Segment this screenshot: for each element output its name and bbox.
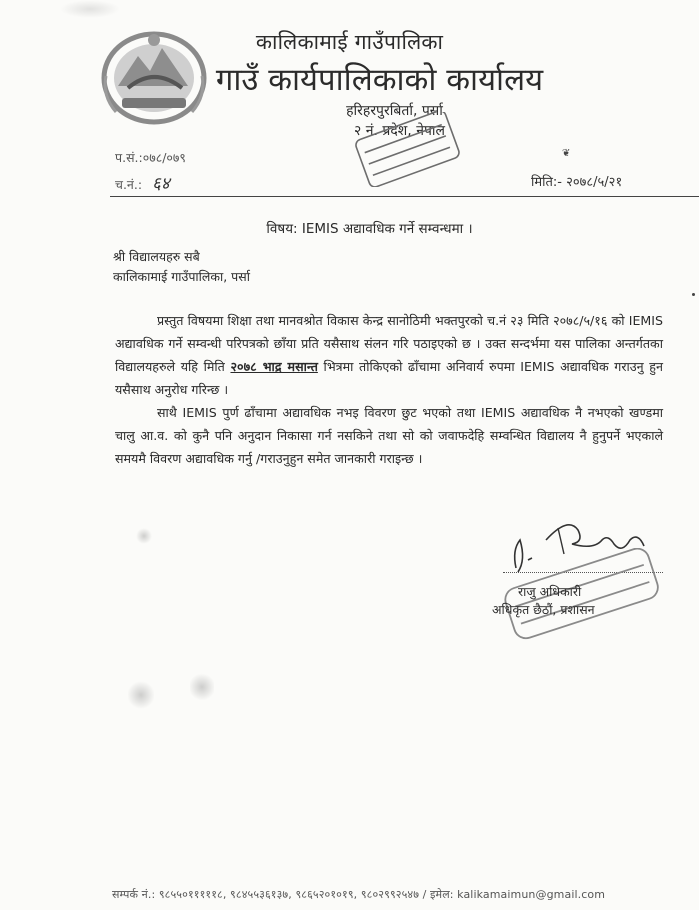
contact-footer: सम्पर्क नं.: ९८५५०१११११८, ९८४५५३६१३७, ९८६५२०१०१९, ९८०२९९२५४७ / इमेल: kalikamaimun@gmail.com [112, 888, 606, 901]
office-name: गाउँ कार्यपालिकाको कार्यालय [215, 62, 544, 98]
official-stamp-top [350, 112, 465, 187]
ink-smudge [128, 680, 154, 710]
dispatch-number-label: च.नं.: [115, 177, 143, 192]
signatory-name: राजु अधिकारी [518, 584, 582, 599]
reference-number: प.सं.:०७८/०७९ [115, 150, 186, 165]
margin-dot [692, 293, 695, 296]
organization-name: कालिकामाई गाउँपालिका [255, 30, 444, 54]
dispatch-number [115, 171, 170, 194]
address-line-2: २ नं. प्रदेश, नेपाल [353, 123, 446, 139]
letter-date: मिति:- २०७८/५/२१ [531, 175, 623, 190]
body-paragraph-1-text-b: भित्रमा तोकिएको ढाँचामा अनिवार्य रुपमा IEMIS अद्यावधिक गराउनु हुन यसैसाथ अनुरोध गरिन्छ । [115, 359, 663, 397]
deadline-date: २०७८ भाद्र मसान्त [230, 359, 318, 374]
dispatch-number-value: ६४ [152, 174, 170, 194]
ink-smudge [136, 528, 152, 544]
paper-smudge [60, 0, 120, 18]
header-divider [110, 196, 699, 197]
small-mark: ❦ [562, 148, 571, 159]
signatory-title: अधिकृत छैठौं, प्रशासन [492, 602, 595, 617]
addressee-line-1: श्री विद्यालयहरु सबै [113, 249, 200, 264]
letter-subject: विषय: IEMIS अद्यावधिक गर्ने सम्वन्धमा । [266, 221, 473, 237]
ink-smudge [190, 672, 214, 702]
body-paragraph-1 [115, 309, 663, 401]
body-paragraph-1-text-a: प्रस्तुत विषयमा शिक्षा तथा मानवश्रोत विकास केन्द्र सानोठिमी भक्तपुरको च.नं २३ मिति २०७८/५/१६ को IEMIS अद्यावधिक गर्ने सम्वन्धी परिपत्रको छाँया प्रति यसैसाथ संलन गरि पठाइएको छ । उक्त सन्दर्भमा यस पालिका अन्तर्गतका विद्यालयहरुले यहि मिति [115, 313, 663, 374]
addressee-line-2: कालिकामाई गाउँपालिका, पर्सा [113, 269, 250, 284]
body-paragraph-2: साथै IEMIS पुर्ण ढाँचामा अद्यावधिक नभइ विवरण छुट भएको तथा IEMIS अद्यावधिक नै नभएको खण्डमा चालु आ.व. को कुनै पनि अनुदान निकासा गर्न नसकिने तथा सो को जवाफदेहि सम्वन्धित विद्यालय नै हुनुपर्ने भएकाले समयमै विवरण अद्यावधिक गर्नु /गराउनुहुन समेत जानकारी गराइन्छ । [115, 405, 663, 466]
address-line-1: हरिहरपुरबिर्ता, पर्सा [346, 103, 443, 119]
